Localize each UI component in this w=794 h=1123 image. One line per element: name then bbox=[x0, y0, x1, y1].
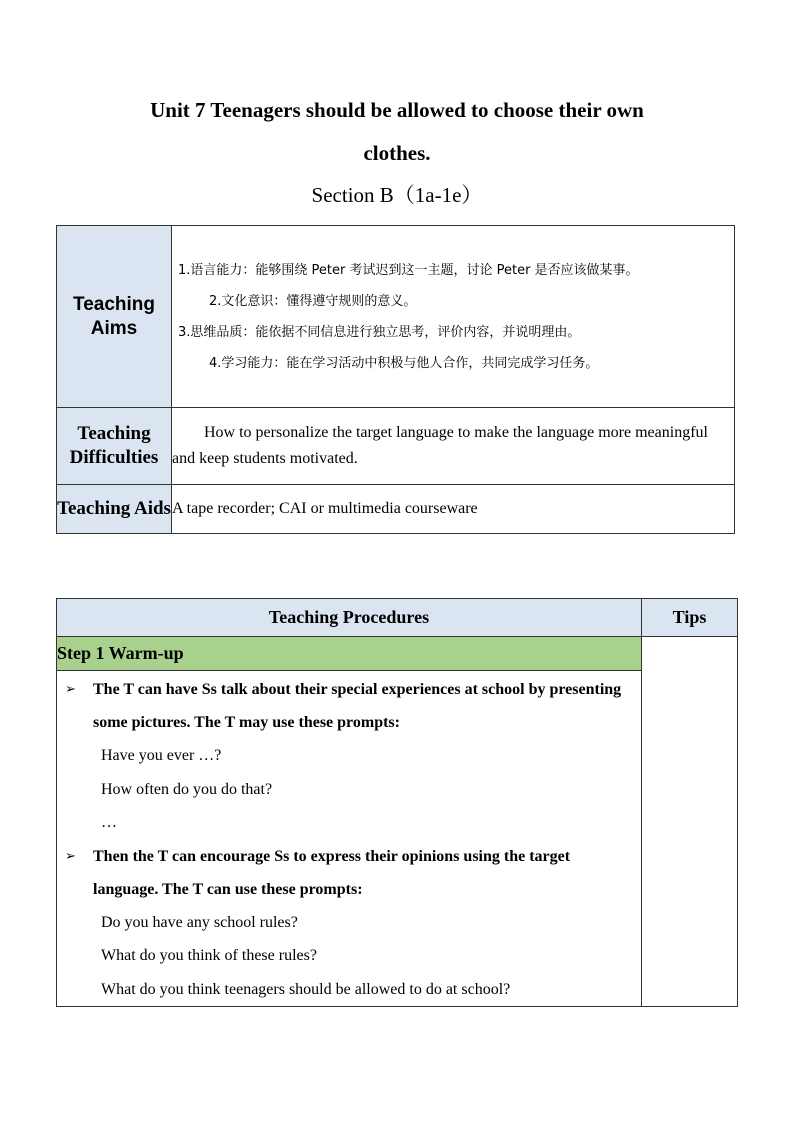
arrow-bullet-icon: ➢ bbox=[65, 682, 76, 697]
arrow-bullet-icon: ➢ bbox=[65, 848, 76, 864]
tips-cell bbox=[642, 637, 738, 1007]
step1-content bbox=[57, 671, 642, 1007]
aim-item: 1.语言能力：能够围绕 Peter 考试迟到这一主题，讨论 Peter 是否应该做某事。 bbox=[178, 262, 639, 278]
prompt-line: How often do you do that? bbox=[101, 780, 273, 798]
teaching-procedures-table bbox=[56, 598, 738, 1007]
aim-item: 2.文化意识：懂得遵守规则的意义。 bbox=[209, 293, 417, 309]
teaching-difficulties-text bbox=[172, 408, 735, 485]
teaching-difficulties-label: Teaching Difficulties bbox=[57, 408, 172, 485]
document-subtitle: Section B（1a-1e） bbox=[311, 183, 483, 207]
teaching-aids-text: A tape recorder; CAI or multimedia courseware bbox=[172, 485, 735, 534]
teaching-aims-label: Teaching Aims bbox=[57, 226, 172, 408]
bullet-item bbox=[57, 840, 641, 906]
teaching-info-table bbox=[56, 225, 735, 534]
teaching-aids-label: Teaching Aids bbox=[57, 485, 172, 534]
procedures-header: Teaching Procedures bbox=[57, 599, 642, 637]
prompt-line: Do you have any school rules? bbox=[101, 913, 298, 931]
document-title-line2: clothes. bbox=[363, 141, 431, 165]
prompt-line: Have you ever …? bbox=[101, 747, 222, 764]
aim-item: 3.思维品质：能依据不同信息进行独立思考，评价内容，并说明理由。 bbox=[178, 324, 581, 340]
prompt-line: What do you think of these rules? bbox=[101, 947, 317, 964]
prompt-line: … bbox=[101, 814, 117, 831]
difficulties-text: How to personalize the target language to make the language more meaningful and keep students motivated. bbox=[172, 424, 708, 467]
document-title-line1: Unit 7 Teenagers should be allowed to choose their own bbox=[150, 98, 644, 122]
bullet-text: The T can have Ss talk about their special experiences at school by presenting some pictures. The T may use these prompts: bbox=[93, 681, 622, 731]
teaching-aims-cell bbox=[172, 226, 735, 408]
bullet-text: Then the T can encourage Ss to express their opinions using the target language. The T can use these prompts: bbox=[93, 847, 571, 898]
step1-title: Step 1 Warm-up bbox=[57, 637, 642, 671]
bullet-item bbox=[57, 673, 641, 739]
aim-item: 4.学习能力：能在学习活动中积极与他人合作，共同完成学习任务。 bbox=[209, 355, 599, 371]
tips-header: Tips bbox=[642, 599, 738, 637]
prompt-line: What do you think teenagers should be allowed to do at school? bbox=[101, 980, 511, 998]
